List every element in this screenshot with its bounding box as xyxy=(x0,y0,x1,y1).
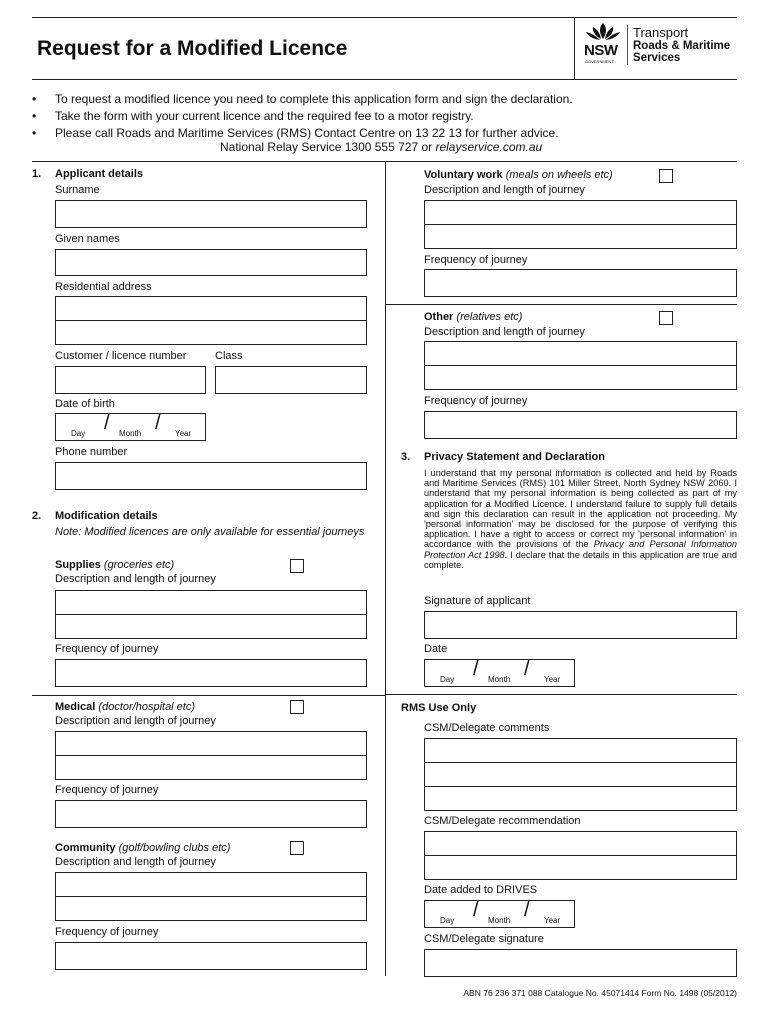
privacy-act-name: Privacy and Personal Information Protection Act 1998 xyxy=(424,539,737,560)
voluntary-name: Voluntary work xyxy=(424,169,503,181)
supplies-label xyxy=(55,559,174,571)
medical-freq-label: Frequency of journey xyxy=(55,784,159,796)
nsw-logo xyxy=(583,21,733,73)
relay-link[interactable]: relayservice.com.au xyxy=(435,140,543,154)
medical-desc-label: Description and length of journey xyxy=(55,715,216,727)
intro-bullet-3: Please call Roads and Maritime Services (RMS) Contact Centre on 13 22 13 for further advice. xyxy=(55,126,559,140)
supplies-freq-label: Frequency of journey xyxy=(55,643,159,655)
year-label: Year xyxy=(175,429,192,438)
recommendation-label: CSM/Delegate recommendation xyxy=(424,815,581,827)
nsw-wordmark: NSW xyxy=(584,42,618,59)
drives-date-field[interactable] xyxy=(424,900,575,928)
logo-line-transport: Transport xyxy=(633,25,689,40)
other-desc-label: Description and length of journey xyxy=(424,326,585,338)
voluntary-desc-field-1[interactable] xyxy=(424,200,737,225)
medical-label xyxy=(55,701,195,713)
section-rule xyxy=(32,695,385,696)
other-name: Other xyxy=(424,311,454,323)
year-label: Year xyxy=(544,916,561,925)
section-rule xyxy=(385,304,737,305)
supplies-checkbox[interactable] xyxy=(290,559,304,573)
privacy-declaration: . I declare that the details in this application are true and complete. xyxy=(424,549,737,570)
intro-bullet-1: To request a modified licence you need to complete this application form and sign the declaration. xyxy=(55,92,573,106)
date-separator: / xyxy=(473,658,479,680)
other-desc-field-2[interactable] xyxy=(424,365,737,390)
address-field-2[interactable] xyxy=(55,320,367,345)
supplies-desc-label: Description and length of journey xyxy=(55,573,216,585)
date-separator: / xyxy=(524,658,530,680)
address-field-1[interactable] xyxy=(55,296,367,321)
header-divider xyxy=(574,17,575,79)
date-separator: / xyxy=(155,412,161,434)
applicant-signature-field[interactable] xyxy=(424,611,737,639)
dob-field[interactable] xyxy=(55,413,206,441)
waratah-icon xyxy=(583,21,623,43)
community-checkbox[interactable] xyxy=(290,841,304,855)
class-label: Class xyxy=(215,350,243,362)
comments-field-2[interactable] xyxy=(424,762,737,787)
logo-line-roads: Roads & Maritime xyxy=(633,40,731,52)
column-divider xyxy=(385,161,386,976)
other-desc-field-1[interactable] xyxy=(424,341,737,366)
header-bottom-rule xyxy=(32,79,737,80)
surname-field[interactable] xyxy=(55,200,367,228)
voluntary-checkbox[interactable] xyxy=(659,169,673,183)
month-label: Month xyxy=(488,675,511,684)
privacy-statement xyxy=(424,468,737,570)
medical-freq-field[interactable] xyxy=(55,800,367,828)
medical-hint: (doctor/hospital etc) xyxy=(98,701,196,713)
footer-catalogue: ABN 76 236 371 088 Catalogue No. 45071414 Form No. 1498 (05/2012) xyxy=(463,988,737,998)
bullet-dot: • xyxy=(32,92,37,106)
drives-date-label: Date added to DRIVES xyxy=(424,884,538,896)
month-label: Month xyxy=(488,916,511,925)
day-label: Day xyxy=(440,916,455,925)
relay-line xyxy=(220,140,542,154)
voluntary-label xyxy=(424,169,613,181)
date-separator: / xyxy=(104,412,110,434)
other-checkbox[interactable] xyxy=(659,311,673,325)
month-label: Month xyxy=(119,429,142,438)
section2-title: Modification details xyxy=(55,510,158,522)
recommendation-field-1[interactable] xyxy=(424,831,737,856)
relay-text: National Relay Service 1300 555 727 or xyxy=(220,140,436,154)
day-label: Day xyxy=(440,675,455,684)
section3-number: 3. xyxy=(401,451,411,463)
header-top-rule xyxy=(32,17,737,18)
given-names-field[interactable] xyxy=(55,249,367,276)
year-label: Year xyxy=(544,675,561,684)
delegate-signature-field[interactable] xyxy=(424,949,737,977)
community-freq-field[interactable] xyxy=(55,942,367,970)
comments-field-1[interactable] xyxy=(424,738,737,763)
day-label: Day xyxy=(71,429,86,438)
community-desc-label: Description and length of journey xyxy=(55,856,216,868)
section3-title: Privacy Statement and Declaration xyxy=(424,451,605,463)
other-label xyxy=(424,311,522,323)
voluntary-freq-field[interactable] xyxy=(424,269,737,297)
page-title: Request for a Modified Licence xyxy=(37,37,348,60)
comments-field-3[interactable] xyxy=(424,786,737,811)
medical-checkbox[interactable] xyxy=(290,700,304,714)
comments-label: CSM/Delegate comments xyxy=(424,722,550,734)
surname-label: Surname xyxy=(55,184,100,196)
voluntary-desc-field-2[interactable] xyxy=(424,224,737,249)
community-desc-field-2[interactable] xyxy=(55,896,367,921)
privacy-text: I understand that my personal information is collected and held by Roads and Maritime Services (RMS) 101 Miller Street, North Sydney NSW 2060. I understand that my personal information is being collected as part of my application for a Modified Licence. I understand failure to supply full details and sign this declaration can result in the application not proceeding. My 'personal information' may be disclosed for the purpose of verifying this application. I have a right to access or correct my 'personal information' in accordance with the provisions of the xyxy=(424,468,737,550)
logo-divider xyxy=(627,25,628,65)
applicant-date-field[interactable] xyxy=(424,659,575,687)
supplies-freq-field[interactable] xyxy=(55,659,367,687)
medical-name: Medical xyxy=(55,701,96,713)
nsw-government-label: GOVERNMENT xyxy=(585,59,614,64)
other-freq-label: Frequency of journey xyxy=(424,395,528,407)
recommendation-field-2[interactable] xyxy=(424,855,737,880)
address-label: Residential address xyxy=(55,281,152,293)
supplies-desc-field-1[interactable] xyxy=(55,590,367,615)
community-freq-label: Frequency of journey xyxy=(55,926,159,938)
applicant-date-label: Date xyxy=(424,643,448,655)
date-separator: / xyxy=(524,899,530,921)
bullet-dot: • xyxy=(32,109,37,123)
class-field[interactable] xyxy=(215,366,367,394)
applicant-signature-label: Signature of applicant xyxy=(424,595,531,607)
given-names-label: Given names xyxy=(55,233,120,245)
supplies-desc-field-2[interactable] xyxy=(55,614,367,639)
section1-title: Applicant details xyxy=(55,168,144,180)
supplies-name: Supplies xyxy=(55,559,101,571)
medical-desc-field-2[interactable] xyxy=(55,755,367,780)
section-rule xyxy=(385,694,737,695)
phone-label: Phone number xyxy=(55,446,128,458)
community-label xyxy=(55,842,230,854)
section2-number: 2. xyxy=(32,510,42,522)
intro-bullet-2: Take the form with your current licence and the required fee to a motor registry. xyxy=(55,109,474,123)
community-hint: (golf/bowling clubs etc) xyxy=(118,842,231,854)
other-freq-field[interactable] xyxy=(424,411,737,439)
logo-line-services: Services xyxy=(633,52,681,64)
customer-number-label: Customer / licence number xyxy=(55,350,187,362)
modification-note: Note: Modified licences are only available for essential journeys xyxy=(55,526,365,538)
delegate-signature-label: CSM/Delegate signature xyxy=(424,933,544,945)
voluntary-hint: (meals on wheels etc) xyxy=(505,169,613,181)
community-desc-field-1[interactable] xyxy=(55,872,367,897)
other-hint: (relatives etc) xyxy=(456,311,523,323)
bullet-dot: • xyxy=(32,126,37,140)
community-name: Community xyxy=(55,842,116,854)
date-separator: / xyxy=(473,899,479,921)
supplies-hint: (groceries etc) xyxy=(103,559,175,571)
voluntary-desc-label: Description and length of journey xyxy=(424,184,585,196)
section1-number: 1. xyxy=(32,168,42,180)
medical-desc-field-1[interactable] xyxy=(55,731,367,756)
dob-label: Date of birth xyxy=(55,398,115,410)
customer-number-field[interactable] xyxy=(55,366,206,394)
phone-field[interactable] xyxy=(55,462,367,490)
rms-use-only-title: RMS Use Only xyxy=(401,702,477,714)
voluntary-freq-label: Frequency of journey xyxy=(424,254,528,266)
